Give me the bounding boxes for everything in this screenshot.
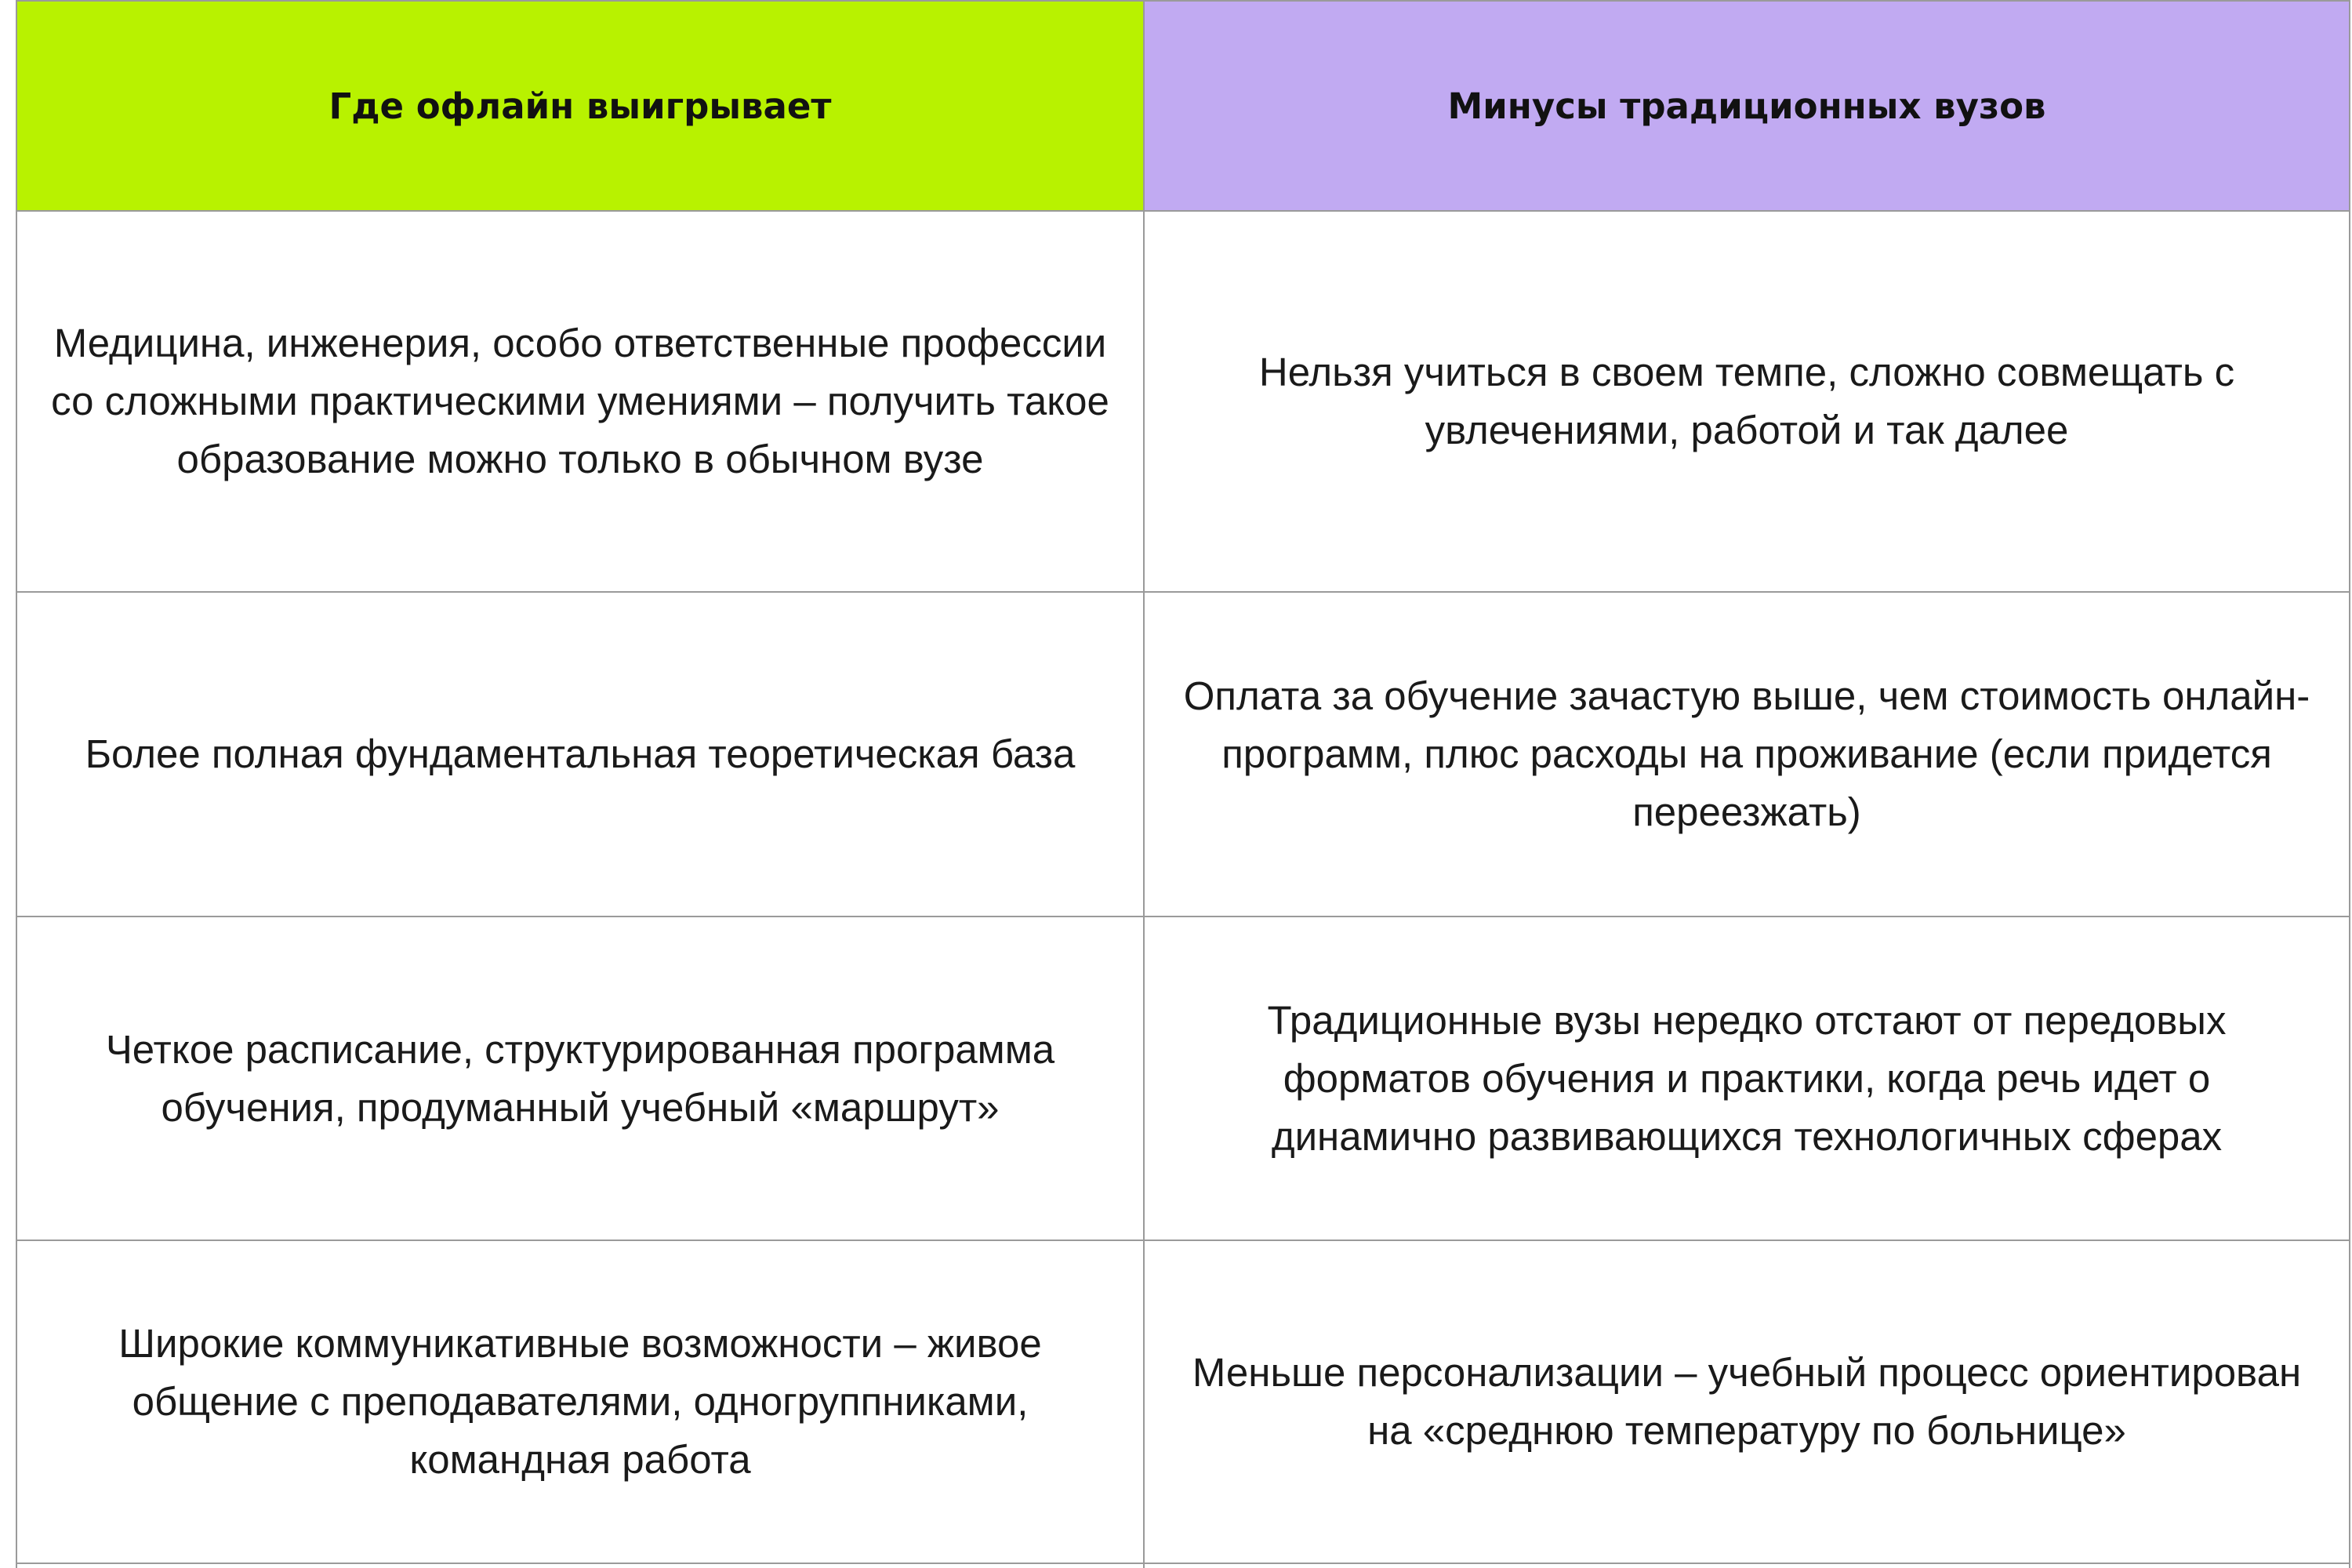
table-cell-traditional-cons: [1143, 593, 2350, 917]
table-row: [16, 917, 2350, 1241]
cell-text: Широкие коммуникативные возможности – живое общение с преподавателями, одногруппниками, командная работа: [118, 1321, 1042, 1482]
table-cell-traditional-cons: [1143, 1241, 2350, 1564]
header-cell-offline-wins: [16, 0, 1143, 212]
cell-text: Четкое расписание, структурированная программа обучения, продуманный учебный «маршрут»: [105, 1026, 1055, 1130]
cell-text: Более полная фундаментальная теоретическая база: [85, 731, 1076, 776]
cell-text: Медицина, инженерия, особо ответственные профессии со сложными практическими умениями – получить такое образование можно только в обычном вузе: [51, 321, 1109, 481]
table-cell-traditional-cons: [1143, 212, 2350, 593]
table-cell-offline-wins: [16, 917, 1143, 1241]
table-cell-empty: [16, 1564, 1143, 1568]
table-row-partial: [16, 1564, 2350, 1568]
cell-text: Нельзя учиться в своем темпе, сложно совмещать с увлечениями, работой и так далее: [1258, 350, 2235, 452]
table-row: [16, 1241, 2350, 1564]
table-cell-empty: [1143, 1564, 2350, 1568]
cell-text: Оплата за обучение зачастую выше, чем стоимость онлайн-программ, плюс расходы на проживание (если придется переезжать): [1183, 673, 2310, 834]
table-cell-offline-wins: [16, 593, 1143, 917]
header-label-traditional-cons: Минусы традиционных вузов: [1447, 85, 2046, 127]
header-label-offline-wins: Где офлайн выигрывает: [328, 85, 832, 127]
comparison-table: [16, 0, 2350, 1568]
table-cell-offline-wins: [16, 212, 1143, 593]
table-cell-offline-wins: [16, 1241, 1143, 1564]
table-row: [16, 212, 2350, 593]
table-header-row: [16, 0, 2350, 212]
table-cell-traditional-cons: [1143, 917, 2350, 1241]
table-row: [16, 593, 2350, 917]
cell-text: Традиционные вузы нередко отстают от передовых форматов обучения и практики, когда речь идет о динамично развивающихся технологичных сферах: [1267, 997, 2227, 1159]
cell-text: Меньше персонализации – учебный процесс ориентирован на «среднюю температуру по больнице»: [1192, 1350, 2302, 1453]
header-cell-traditional-cons: [1143, 0, 2350, 212]
